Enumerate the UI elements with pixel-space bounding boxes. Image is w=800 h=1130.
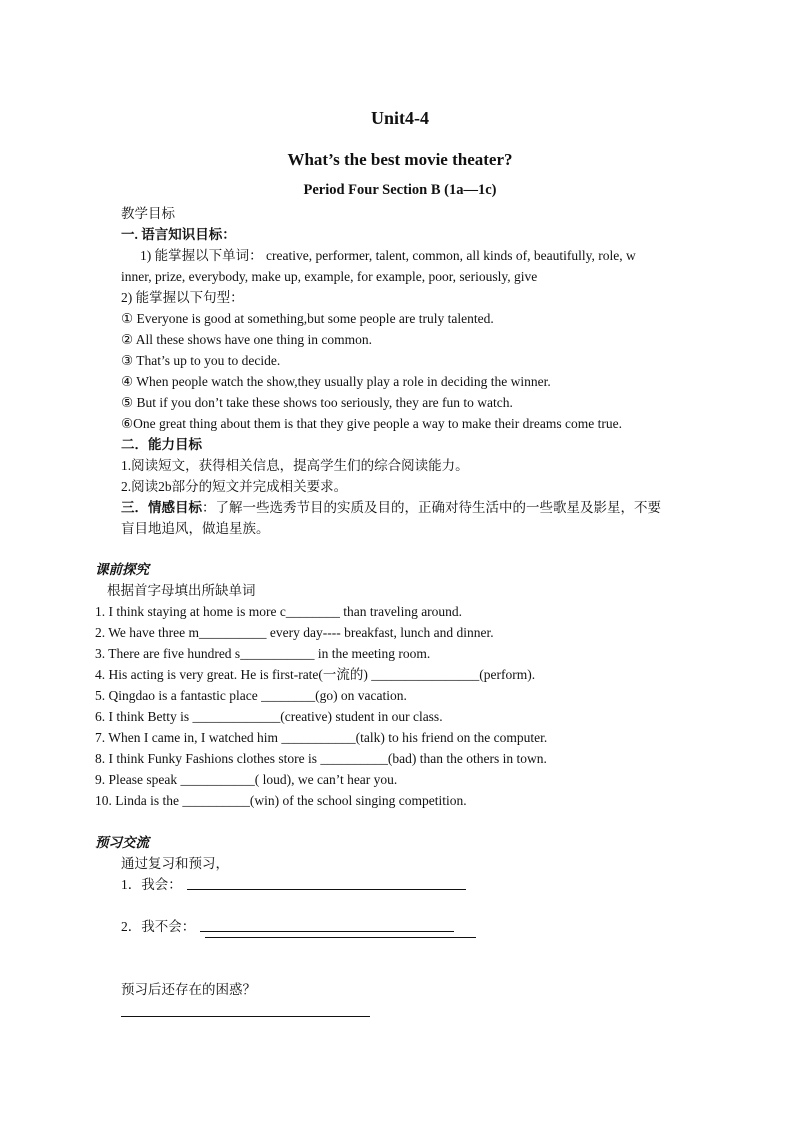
emotion-goals-label: 三．情感目标 <box>121 500 202 515</box>
lesson-title: What’s the best movie theater? <box>287 150 513 169</box>
sentence-6: ⑥One great thing about them is that they give people a way to make their dreams come true. <box>121 416 622 431</box>
exercise-item-8: 8. I think Funky Fashions clothes store is __________(bad) than the others in town. <box>95 751 547 766</box>
sentence-4: ④ When people watch the show,they usually play a role in deciding the winner. <box>121 374 551 389</box>
exercise-item-5: 5. Qingdao is a fantastic place ________(go) on vacation. <box>95 688 407 703</box>
exchange-heading: 预习交流 <box>95 835 149 850</box>
exercise-item-4: 4. His acting is very great. He is first-rate(一流的) ________________(perform). <box>95 667 536 682</box>
sentence-2: ② All these shows have one thing in common. <box>121 332 372 347</box>
sentences-heading: 2) 能掌握以下句型： <box>121 290 244 305</box>
language-goals-heading: 一. 语言知识目标： <box>121 227 236 242</box>
preview-heading: 课前探究 <box>95 562 149 577</box>
ability-item-1: 1.阅读短文，获得相关信息，提高学生们的综合阅读能力。 <box>121 458 469 473</box>
doubts-label: 预习后还存在的困惑？ <box>121 982 256 997</box>
sentence-1: ① Everyone is good at something,but some people are truly talented. <box>121 311 494 326</box>
can-label: 1．我会： <box>121 877 182 892</box>
exercise-item-1: 1. I think staying at home is more c________ than traveling around. <box>95 604 463 619</box>
cannot-answer-line-1[interactable] <box>200 931 454 932</box>
exercise-item-6: 6. I think Betty is _____________(creative) student in our class. <box>95 709 443 724</box>
unit-title: Unit4-4 <box>371 108 429 128</box>
exercise-item-3: 3. There are five hundred s___________ in the meeting room. <box>95 646 431 661</box>
emotion-goals-line-1 <box>121 499 661 517</box>
exercise-item-9: 9. Please speak ___________( loud), we can’t hear you. <box>95 772 398 787</box>
exercise-item-2: 2. We have three m__________ every day---- breakfast, lunch and dinner. <box>95 625 494 640</box>
doubts-answer-line[interactable] <box>121 1016 370 1017</box>
ability-item-2: 2.阅读2b部分的短文并完成相关要求。 <box>121 479 348 494</box>
ability-goals-heading: 二．能力目标 <box>121 437 202 452</box>
objectives-heading: 教学目标 <box>121 206 175 221</box>
sentence-3: ③ That’s up to you to decide. <box>121 353 281 368</box>
exchange-intro: 通过复习和预习， <box>121 856 229 871</box>
sentence-5: ⑤ But if you don’t take these shows too seriously, they are fun to watch. <box>121 395 513 410</box>
vocab-line-2: inner, prize, everybody, make up, example, for example, poor, seriously, give <box>121 269 538 284</box>
period-title: Period Four Section B (1a—1c) <box>303 182 497 198</box>
cannot-answer-line-2[interactable] <box>205 937 476 938</box>
vocab-line-1: 1) 能掌握以下单词： creative, performer, talent, common, all kinds of, beautifully, role, w <box>140 248 636 263</box>
exercise-item-10: 10. Linda is the __________(win) of the school singing competition. <box>95 793 467 808</box>
cannot-label: 2．我不会： <box>121 919 196 934</box>
preview-instruction: 根据首字母填出所缺单词 <box>107 583 256 598</box>
exercise-item-7: 7. When I came in, I watched him ___________(talk) to his friend on the computer. <box>95 730 548 745</box>
can-answer-line[interactable] <box>187 889 466 890</box>
emotion-goals-line-2: 盲目地追风，做追星族。 <box>121 521 270 536</box>
emotion-goals-text: ：了解一些选秀节目的实质及目的，正确对待生活中的一些歌星及影星，不要 <box>202 500 661 515</box>
